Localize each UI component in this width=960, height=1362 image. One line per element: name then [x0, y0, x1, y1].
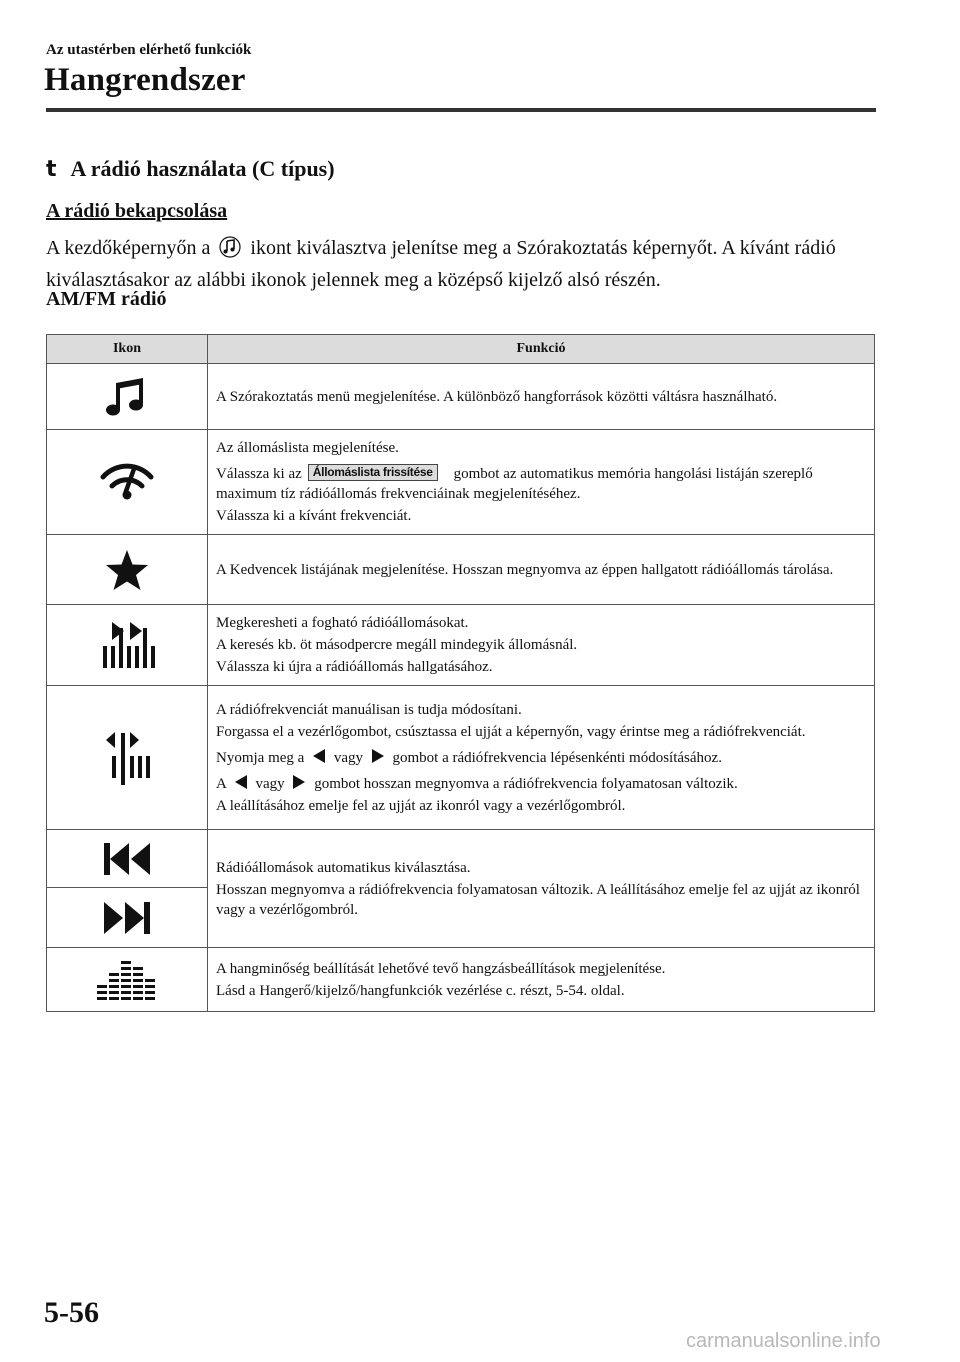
scan-icon — [97, 620, 157, 670]
icon-cell — [47, 364, 208, 430]
text-part: gombot az automatikus memória hangolási listáján szereplő maximum tíz rádióállomás frekvenciáinak megjelenítéséhez. — [216, 466, 813, 502]
triangle-right-icon — [292, 774, 306, 790]
function-cell — [208, 830, 875, 948]
manual-tune-icon — [102, 730, 152, 786]
function-table — [46, 334, 875, 1012]
function-text: Rádióállomások automatikus kiválasztása. — [216, 859, 471, 876]
icon-cell — [47, 888, 208, 948]
table-row — [47, 364, 875, 430]
function-text: Megkeresheti a fogható rádióállomásokat. — [216, 615, 469, 631]
icon-cell — [47, 830, 208, 888]
function-text — [216, 748, 866, 768]
intro-paragraph — [46, 234, 886, 294]
section-subtitle: A rádió bekapcsolása — [46, 200, 228, 222]
function-text: Hosszan megnyomva a rádiófrekvencia folyamatosan változik. A leállításához emelje fel az ujját az ikonról vagy a vezérlőgombról. — [216, 881, 860, 918]
function-text: Az állomáslista megjelenítése. — [216, 440, 399, 456]
table-row — [47, 830, 875, 888]
equalizer-icon — [97, 959, 157, 1001]
table-row — [47, 948, 875, 1012]
icon-cell — [47, 430, 208, 535]
function-cell — [208, 535, 875, 605]
chapter-header: Az utastérben elérhető funkciók — [46, 42, 252, 58]
function-text — [216, 774, 866, 794]
intro-before-icon: A kezdőképernyőn a — [46, 237, 211, 259]
star-icon — [105, 549, 149, 591]
triangle-right-icon — [371, 748, 385, 764]
function-text: Forgassa el a vezérlőgombot, csúsztassa el ujját a képernyőn, vagy érintse meg a rádiófrekvenciát. — [216, 723, 806, 740]
text-part: Nyomja meg a — [216, 749, 305, 766]
watermark: carmanualsonline.info — [686, 1330, 881, 1352]
column-header-icon: Ikon — [47, 335, 208, 364]
function-cell — [208, 605, 875, 686]
station-list-refresh-button-image: Állomáslista frissítése — [308, 464, 438, 481]
function-cell — [208, 686, 875, 830]
text-part: Válassza ki az — [216, 466, 302, 482]
section-title — [46, 156, 335, 182]
station-list-icon — [99, 460, 155, 504]
function-text: A Szórakoztatás menü megjelenítése. A különböző hangforrások közötti váltásra használható. — [216, 388, 778, 405]
text-part: gombot hosszan megnyomva a rádiófrekvencia folyamatosan változik. — [314, 775, 738, 792]
function-text — [216, 464, 866, 504]
triangle-left-icon — [234, 774, 248, 790]
section-bullet: t — [46, 157, 57, 182]
section-title-text: A rádió használata (C típus) — [70, 156, 335, 181]
function-text: Válassza ki újra a rádióállomás hallgatásához. — [216, 659, 493, 675]
page-title: Hangrendszer — [44, 62, 246, 98]
seek-back-icon — [102, 841, 152, 877]
function-cell — [208, 948, 875, 1012]
music-note-icon — [102, 372, 152, 422]
table-row — [47, 686, 875, 830]
function-text: A hangminőség beállítását lehetővé tevő hangzásbeállítások megjelenítése. — [216, 960, 666, 977]
seek-forward-icon — [102, 900, 152, 936]
function-text: Lásd a Hangerő/kijelző/hangfunkciók vezérlése c. részt, 5-54. oldal. — [216, 982, 625, 999]
table-row — [47, 430, 875, 535]
text-part: vagy — [255, 775, 285, 792]
icon-cell — [47, 948, 208, 1012]
function-text: A leállításához emelje fel az ujját az ikonról vagy a vezérlőgombról. — [216, 797, 626, 814]
table-row — [47, 605, 875, 686]
icon-cell — [47, 686, 208, 830]
column-header-function: Funkció — [208, 335, 875, 364]
function-cell — [208, 430, 875, 535]
function-text: A rádiófrekvenciát manuálisan is tudja módosítani. — [216, 701, 522, 718]
icon-cell — [47, 535, 208, 605]
music-note-icon — [219, 236, 241, 266]
icon-cell — [47, 605, 208, 686]
intro-after-icon: ikont kiválasztva jelenítse meg a Szórakoztatás képernyőt. A kívánt rádió kiválasztásakor az alábbi ikonok jelennek meg a középső kijelző alsó részén. — [46, 237, 836, 291]
text-part: vagy — [333, 749, 363, 766]
text-part: gombot a rádiófrekvencia lépésenkénti módosításához. — [392, 749, 722, 766]
amfm-label: AM/FM rádió — [46, 288, 167, 310]
page-number: 5-56 — [44, 1296, 99, 1329]
table-header-row — [47, 335, 875, 364]
header-divider — [46, 108, 876, 112]
function-text: Válassza ki a kívánt frekvenciát. — [216, 508, 412, 524]
text-part: A — [216, 775, 227, 792]
table-row — [47, 535, 875, 605]
function-text: A Kedvencek listájának megjelenítése. Hosszan megnyomva az éppen hallgatott rádióállomás tárolása. — [216, 561, 834, 578]
function-text: A keresés kb. öt másodpercre megáll mindegyik állomásnál. — [216, 637, 578, 653]
triangle-left-icon — [312, 748, 326, 764]
function-cell — [208, 364, 875, 430]
